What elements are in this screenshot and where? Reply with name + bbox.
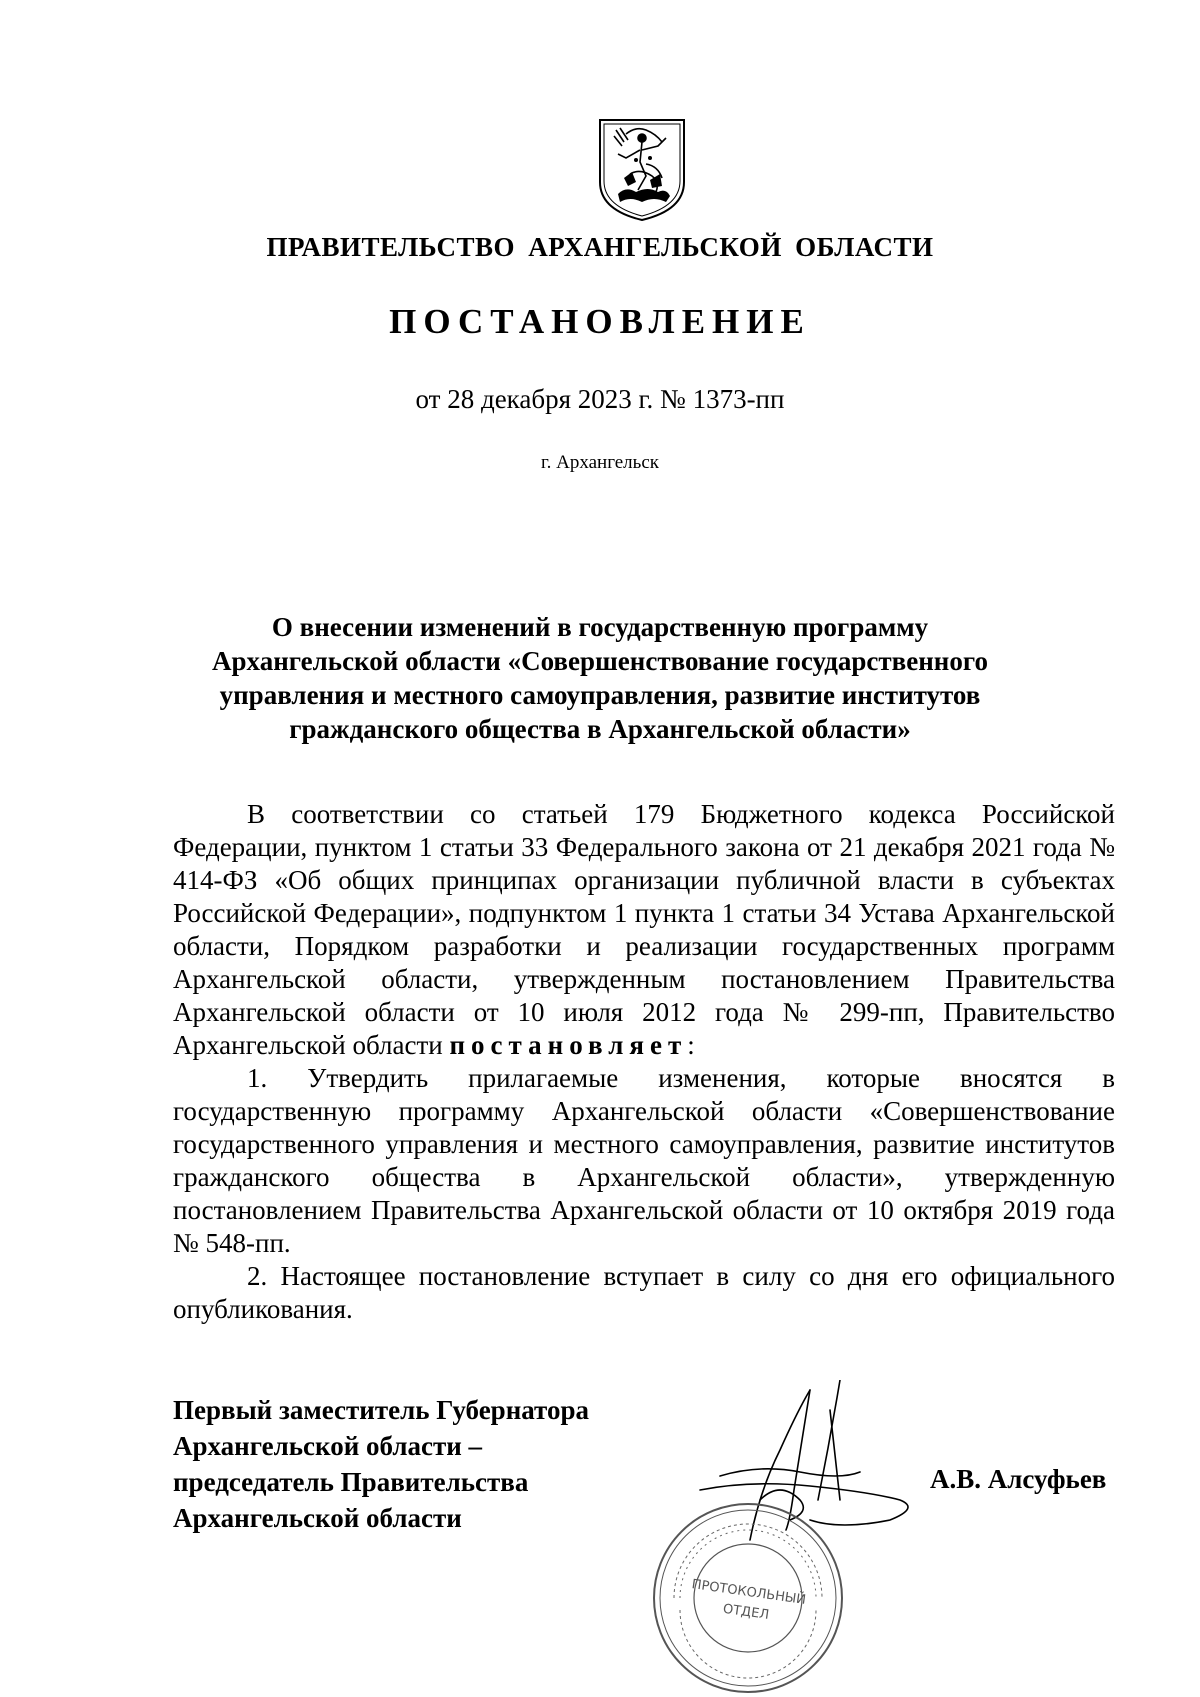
stamp-center-line-2: ОТДЕЛ: [721, 1601, 770, 1624]
round-seal: [650, 1500, 846, 1696]
position-line: Архангельской области –: [173, 1431, 483, 1461]
stamp-center-line-1: ПРОТОКОЛЬНЫЙ: [690, 1577, 807, 1608]
title-line: управления и местного самоуправления, развитие институтов: [219, 680, 981, 710]
decree-colon: :: [687, 1030, 695, 1060]
title-line: Архангельской области «Совершенствование государственного: [212, 646, 988, 676]
title-line: гражданского общества в Архангельской области»: [289, 714, 911, 744]
position-line: председатель Правительства: [173, 1467, 529, 1497]
document-date-number: от 28 декабря 2023 г. № 1373-пп: [415, 384, 785, 414]
document-title: [180, 610, 1020, 746]
item-2-paragraph: 2. Настоящее постановление вступает в силу со дня его официального опубликования.: [173, 1261, 1115, 1324]
item-1-paragraph: 1. Утвердить прилагаемые изменения, которые вносятся в государственную программу Архангельской области «Совершенствование государственного управления и местного самоуправления, развитие институтов гражданского общества в Архангельской области», утвержденную постановлением Правительства Архангельской области от 10 октября 2019 года № 548-пп.: [173, 1063, 1115, 1258]
organization-name: ПРАВИТЕЛЬСТВО АРХАНГЕЛЬСКОЙ ОБЛАСТИ: [266, 232, 934, 262]
document-type: ПОСТАНОВЛЕНИЕ: [389, 302, 811, 341]
preamble-paragraph: [173, 798, 1115, 1062]
position-line: Первый заместитель Губернатора: [173, 1395, 589, 1425]
document-body: [173, 798, 1115, 1326]
document-city: г. Архангельск: [540, 452, 659, 473]
decree-word: постановляет: [449, 1030, 688, 1060]
title-line: О внесении изменений в государственную программу: [271, 612, 929, 642]
signatory-name: А.В. Алсуфьев: [930, 1464, 1107, 1494]
preamble-text: В соответствии со статьей 179 Бюджетного кодекса Российской Федерации, пунктом 1 статьи 33 Федерального закона от 21 декабря 2021 года № 414-ФЗ «Об общих принципах организации публичной власти в субъектах Российской Федерации», подпунктом 1 пункта 1 статьи 34 Устава Архангельской области, Порядком разработки и реализации государственных программ Архангельской области, утвержденным постановлением Правительства Архангельской области от 10 июля 2012 года № 299-пп, Правительство Архангельской области: [173, 799, 1115, 1060]
signatory-position: [173, 1392, 589, 1536]
coat-of-arms-icon: [596, 116, 688, 224]
position-line: Архангельской области: [173, 1503, 462, 1533]
